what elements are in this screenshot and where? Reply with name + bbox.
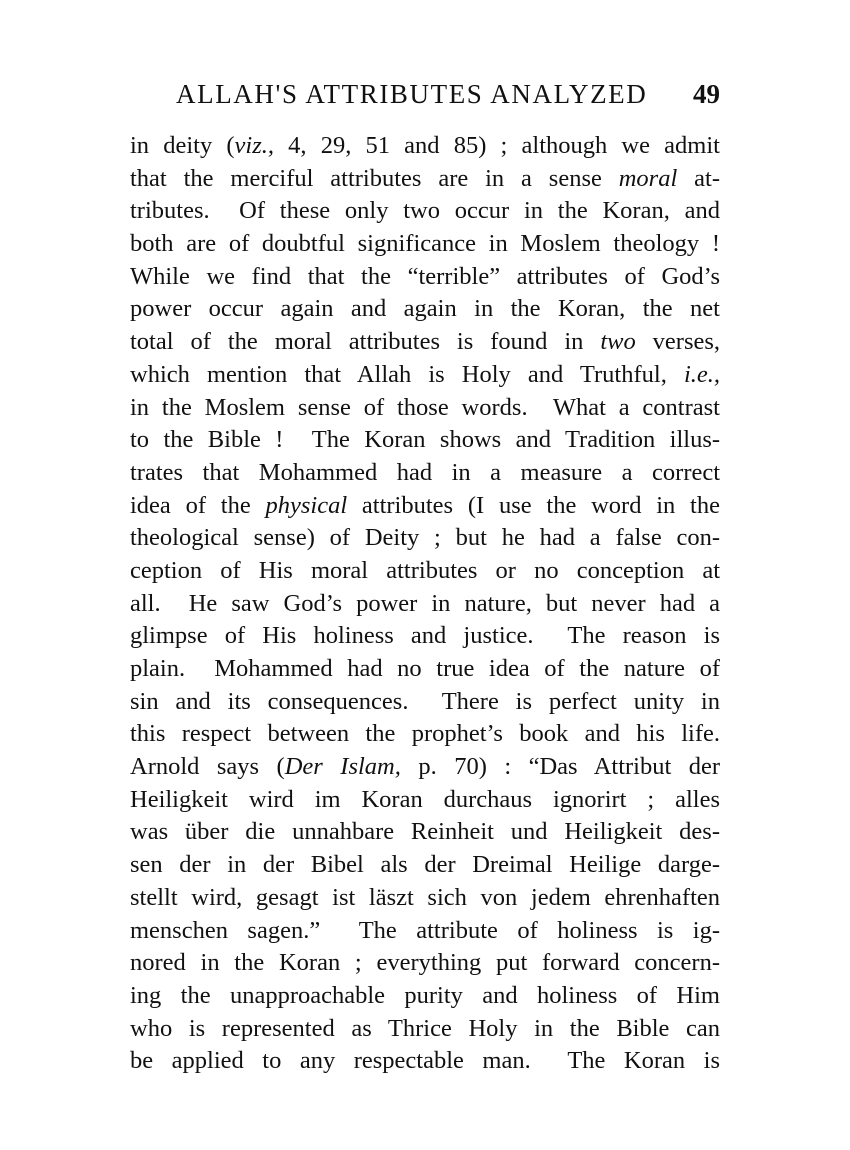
text-segment: attributes (I use the word in the bbox=[347, 491, 720, 519]
text-line bbox=[130, 947, 720, 980]
text-segment: that the merciful attributes are in a sense bbox=[130, 164, 619, 192]
text-segment: all. He saw God’s power in nature, but never had a bbox=[130, 589, 720, 617]
text-segment: in deity ( bbox=[130, 132, 235, 159]
body-text bbox=[130, 130, 720, 1078]
text-segment: ception of His moral attributes or no conception at bbox=[130, 556, 720, 584]
text-line bbox=[130, 620, 720, 653]
text-segment: glimpse of His holiness and justice. The reason is bbox=[130, 622, 720, 650]
text-line bbox=[130, 849, 720, 882]
italic-text: viz., bbox=[234, 132, 275, 159]
text-segment: stellt wird, gesagt ist läszt sich von jedem ehrenhaften bbox=[130, 883, 720, 911]
text-segment: this respect between the prophet’s book and his life. bbox=[130, 720, 720, 748]
text-line bbox=[130, 261, 720, 294]
text-line bbox=[130, 392, 720, 425]
text-segment: verses, bbox=[635, 328, 720, 356]
text-segment: be applied to any respectable man. The Koran is bbox=[130, 1047, 720, 1075]
text-line bbox=[130, 588, 720, 621]
text-line bbox=[130, 522, 720, 555]
text-line bbox=[130, 686, 720, 719]
text-segment: 4, 29, 51 and 85) ; although we admit bbox=[274, 132, 720, 159]
text-segment: p. 70) : “Das Attribut der bbox=[400, 753, 720, 781]
text-segment: Arnold says ( bbox=[130, 753, 285, 781]
text-segment: idea of the bbox=[130, 491, 266, 519]
italic-text: physical bbox=[265, 491, 348, 519]
text-line bbox=[130, 555, 720, 588]
text-segment: sin and its consequences. There is perfect unity in bbox=[130, 687, 720, 715]
text-segment: nored in the Koran ; everything put forward concern- bbox=[130, 949, 720, 977]
text-line bbox=[130, 1013, 720, 1046]
text-line bbox=[130, 228, 720, 261]
text-segment: menschen sagen.” The attribute of holiness is ig- bbox=[130, 916, 720, 944]
text-segment: who is represented as Thrice Holy in the Bible can bbox=[130, 1014, 720, 1042]
italic-text: i.e., bbox=[683, 360, 720, 388]
text-segment: plain. Mohammed had no true idea of the nature of bbox=[130, 655, 720, 682]
text-line bbox=[130, 359, 720, 392]
text-line bbox=[130, 915, 720, 948]
text-segment: at- bbox=[677, 164, 720, 192]
text-line bbox=[130, 784, 720, 817]
italic-text: moral bbox=[618, 164, 678, 192]
text-line bbox=[130, 751, 720, 784]
text-line bbox=[130, 130, 720, 163]
text-line bbox=[130, 424, 720, 457]
text-line bbox=[130, 293, 720, 326]
page-number: 49 bbox=[693, 79, 720, 109]
text-line bbox=[130, 653, 720, 686]
text-segment: trates that Mohammed had in a measure a correct bbox=[130, 458, 720, 486]
italic-text: two bbox=[600, 328, 636, 356]
text-line bbox=[130, 490, 720, 523]
text-line bbox=[130, 457, 720, 490]
text-segment: to the Bible ! The Koran shows and Tradition illus- bbox=[130, 426, 720, 454]
text-segment: Heiligkeit wird im Koran durchaus ignorirt ; alles bbox=[130, 785, 720, 813]
text-segment: total of the moral attributes is found in bbox=[130, 328, 601, 356]
text-line bbox=[130, 718, 720, 751]
text-segment: sen der in der Bibel als der Dreimal Heilige darge- bbox=[130, 851, 720, 879]
text-segment: which mention that Allah is Holy and Truthful, bbox=[130, 360, 684, 388]
text-line bbox=[130, 326, 720, 359]
text-segment: was über die unnahbare Reinheit und Heiligkeit des- bbox=[130, 818, 720, 846]
text-segment: theological sense) of Deity ; but he had a false con- bbox=[130, 524, 720, 552]
text-segment: tributes. Of these only two occur in the Koran, and bbox=[130, 197, 720, 225]
text-segment: power occur again and again in the Koran, the net bbox=[130, 295, 720, 323]
text-segment: ing the unapproachable purity and holiness of Him bbox=[130, 981, 720, 1009]
italic-text: Der Islam, bbox=[284, 753, 401, 781]
text-line bbox=[130, 816, 720, 849]
text-line bbox=[130, 980, 720, 1013]
text-line bbox=[130, 195, 720, 228]
running-title: ALLAH'S ATTRIBUTES ANALYZED bbox=[176, 79, 648, 109]
running-head bbox=[176, 76, 720, 112]
text-line bbox=[130, 1045, 720, 1078]
text-line bbox=[130, 163, 720, 196]
text-segment: in the Moslem sense of those words. What a contrast bbox=[130, 393, 720, 421]
text-line bbox=[130, 882, 720, 915]
text-segment: While we find that the “terrible” attributes of God’s bbox=[130, 262, 720, 290]
text-segment: both are of doubtful significance in Moslem theology ! bbox=[130, 230, 720, 258]
